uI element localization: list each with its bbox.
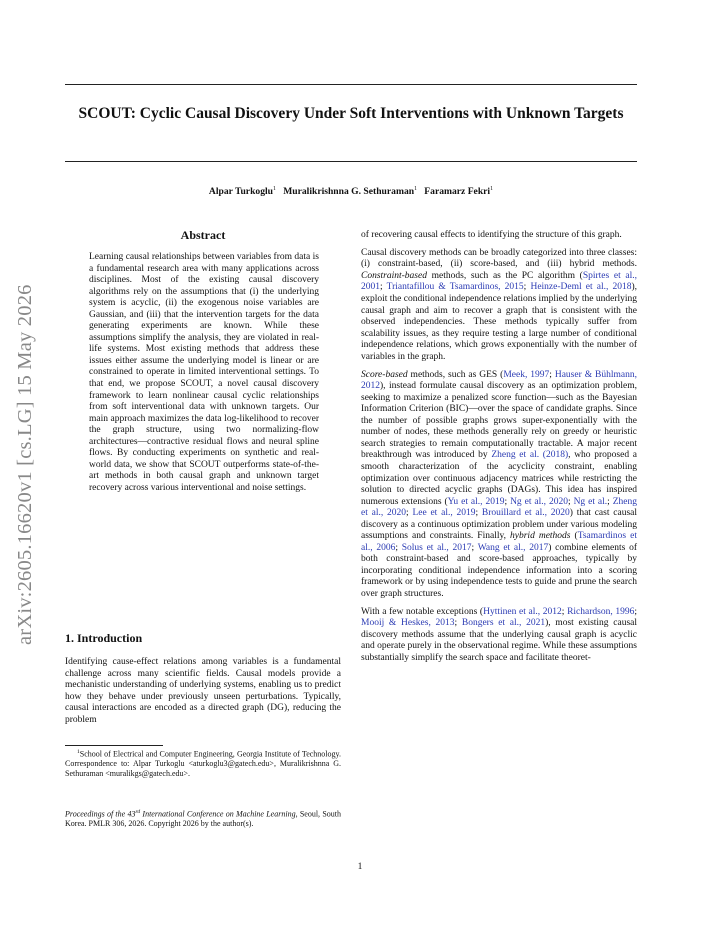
paragraph-text: ; [634,606,637,617]
footnote-text: School of Electrical and Computer Engineering, Georgia Institute of Technology. Correspondence to: Alpar Turkoglu <aturkoglu3@gatech.edu>, Muralikrishnna G. Sethuraman <muralikgs@gatech.edu>. [65,749,341,779]
author-name: Faramarz Fekri [424,186,491,198]
affiliation-footnote [65,748,341,785]
citation-link[interactable]: Bongers et al., 2021 [461,618,546,629]
paragraph-text: ; [523,282,531,293]
author-affil-mark: 1 [273,186,276,192]
paragraph-text: ), most existing causal discovery methods assume that the underlying causal graph is acyclic and operate purely in the observational regime. While these assumptions substantially simplify the search space and facilitate theoret- [361,618,637,664]
citation-link[interactable]: Richardson, 1996 [567,606,635,617]
paragraph-text: ) combine elements of both constraint-based and score-based approaches, typically by incorporating conditional independence information into a scoring framework or by using independence tests to guide and prune the search over graph structures. [361,542,638,599]
paragraph-text: ; [475,508,482,519]
citation-link[interactable]: Triantafillou & Tsamardinos, 2015 [386,282,524,293]
introduction-body [65,657,341,732]
citation-link[interactable]: Zheng et al. (2018) [491,450,569,461]
paragraph-text: ; [561,606,568,617]
paragraph-text: ; [471,542,478,553]
proceedings-ordinal: rd [135,809,141,815]
paragraph-text: ( [570,531,578,542]
abstract-heading: Abstract [180,228,226,242]
right-column [361,230,637,671]
emphasis-text: Score-based [361,369,408,380]
paragraph-text: ; [607,496,613,507]
citation-link[interactable]: Solus et al., 2017 [401,542,472,553]
citation-link[interactable]: Meek, 1997 [503,369,550,380]
footnote-mark: 1 [77,749,80,755]
footnote-rule [65,745,163,746]
citation-link[interactable]: Ng et al., 2020 [510,496,568,507]
paragraph-text: , who proposed a smooth characterization of the acyclicity constraint, enabling optimization over continuous adjacency matrices while restricting the solution to directed acyclic graphs (DAGs). This idea has inspired numerous extensions ( [361,450,637,507]
page-number: 1 [357,862,363,872]
paragraph-text: ; [395,542,402,553]
citation-link[interactable]: Wang et al., 2017 [477,542,549,553]
proceedings-rest: , Seoul, South Korea. PMLR 306, 2026. Copyright 2026 by the author(s). [65,809,341,829]
paragraph-text: ; [549,369,555,380]
author-name: Muralikrishnna G. Sethuraman [283,186,415,198]
paragraph-text: ; [380,282,387,293]
paragraph-text: ), instead formulate causal discovery as an optimization problem, seeking to maximize a penalized score function—such as the Bayesian Information Criterion (BIC)—over the space of candidate graphs. Since the number of possible graphs grows super-exponentially with the number of nodes, these methods generally rely on greedy or heuristic search strategies to remain computationally tractable. A major recent breakthrough was introduced by [361,381,637,461]
citation-link[interactable]: Zheng et al., 2020 [361,496,638,519]
paper-title: SCOUT: Cyclic Causal Discovery Under Soft Interventions with Unknown Targets [78,105,624,122]
paragraph [361,370,637,601]
citation-link[interactable]: Tsamardinos et al., 2006 [361,531,638,553]
author-affil-mark: 1 [490,186,494,192]
author-affil-mark: 1 [414,186,418,192]
citation-link[interactable]: Ng et al. [573,496,608,507]
paragraph: of recovering causal effects to identifying the structure of this graph. [361,230,622,240]
emphasis-text: hybrid methods [510,531,571,542]
emphasis-text: Constraint-based [361,270,427,281]
citation-link[interactable]: Hyttinen et al., 2012 [483,606,562,617]
title-rule-bottom [65,161,637,162]
citation-link[interactable]: Yu et al., 2019 [447,496,505,507]
proceedings-prefix: Proceedings of the 43 [65,809,136,819]
paragraph-text: ; [454,618,462,629]
paragraph-text: ) that cast causal discovery as a continuous optimization problem under various modeling assumptions and constraints. Finally, [361,508,637,542]
citation-link[interactable]: Brouillard et al., 2020 [481,508,570,519]
paragraph [361,248,637,363]
paragraph-text: methods, such as the PC algorithm ( [426,270,583,281]
paragraph-text: ; [504,496,511,507]
citation-link[interactable]: Mooij & Heskes, 2013 [361,618,455,629]
arxiv-stamp: arXiv:2605.16620v1 [cs.LG] 15 May 2026 [14,284,36,645]
paragraph-text: methods, such as GES ( [407,369,504,380]
section-heading-introduction: 1. Introduction [65,631,143,645]
paragraph-text: With a few notable exceptions ( [361,606,484,617]
paragraph-text: Causal discovery methods can be broadly categorized into three classes: (i) constraint-based, (ii) score-based, and (iii) hybrid methods. [361,247,637,270]
paragraph-text: ; [406,508,413,519]
author-list [65,186,637,197]
abstract-text: Learning causal relationships between variables from data is a fundamental research area with many applications across disciplines. Most of the existing causal discovery algorithms rely on the assumptions that (i) the underlying system is acyclic, (ii) the exogenous noise variables are Gaussian, and (iii) that the intervention targets for the data generating experiments are known. While these assumptions simplify the analysis, they are violated in real-life systems. Most existing methods that address these issues either assume the underlying model is linear or are constrained to operate in limited interventional settings. To that end, we propose SCOUT, a novel causal discovery framework to learn nonlinear causal cyclic relationships from soft interventional data with unknown targets. Our main approach maximizes the data log-likelihood to recover the graph structure, using two normalizing-flow architectures—contractive residual flows and neural spline flows. By conducting experiments on synthetic and real-world data, we show that SCOUT outperforms state-of-the-art methods in both causal graph and unknown target recovery across various interventional and noise settings. [89,252,319,493]
citation-link[interactable]: Spirtes et al., 2001 [361,270,637,293]
citation-link[interactable]: Lee et al., 2019 [412,508,476,519]
citation-link[interactable]: Hauser & Bühlmann, 2012 [361,369,637,392]
abstract-body [89,252,319,500]
paragraph [361,607,637,665]
introduction-text: Identifying cause-effect relations among variables is a fundamental challenge across many scientific fields. Causal models provide a mechanistic understanding of underlying systems, enabling us to predict how they behave under previously unseen perturbations. Typically, causal interactions are encoded as a directed graph (DG), reducing the problem [65,657,341,725]
paragraph-text: ; [567,496,574,507]
author-name: Alpar Turkoglu [208,186,273,198]
proceedings-note [65,808,341,835]
proceedings-venue: International Conference on Machine Learning [140,809,296,819]
citation-link[interactable]: Heinze-Deml et al., 2018 [530,282,632,293]
title-rule-top [65,84,637,85]
paragraph-text: ), exploit the conditional independence relations implied by the underlying causal graph and aim to recover a graph that is consistent with the observed independencies. These methods typically suffer from scalability issues, as they require testing a large number of conditional independence relations, which grows exponentially with the number of variables in the graph. [361,282,638,362]
